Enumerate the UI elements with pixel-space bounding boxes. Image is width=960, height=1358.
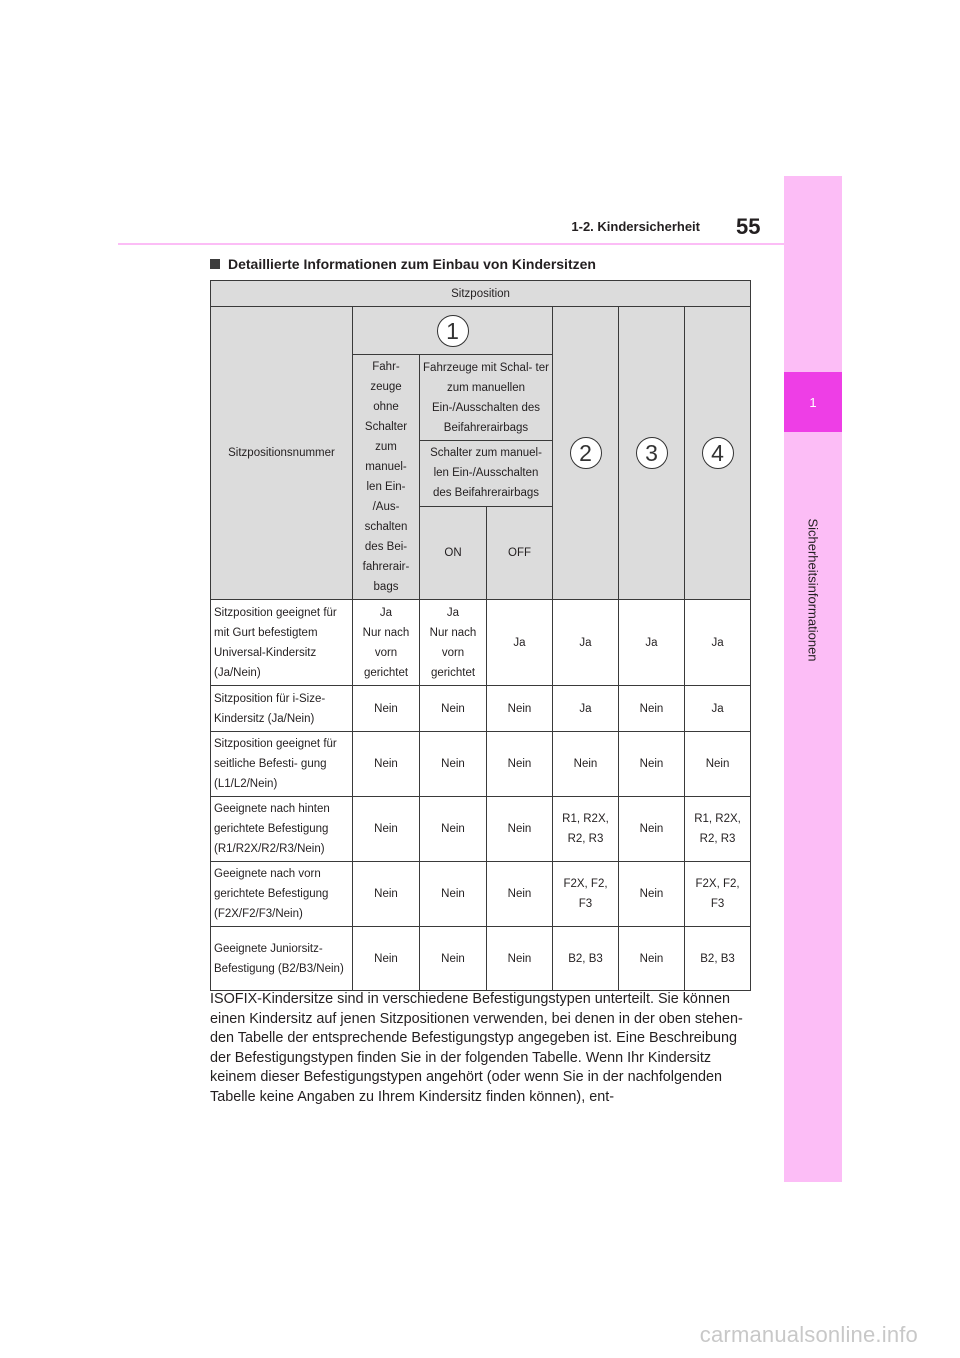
row-label: Sitzposition für i-Size- Kindersitz (Ja/Nein) [211,686,353,732]
table-cell [353,600,420,686]
table-cell: Ja [553,686,619,732]
table-row [211,600,751,686]
header-fahrzeuge-mit-schalter: Fahrzeuge mit Schal- ter zum manuellen Ein-/Ausschalten des Beifahrerairbags [420,355,553,441]
table-row [211,862,751,927]
table-cell: Nein [353,927,420,991]
table-cell: Nein [685,732,751,797]
seat-2-circle: 2 [570,437,602,469]
table-cell: Ja [553,600,619,686]
table-cell: Nein [420,862,487,927]
header-rule [118,243,784,245]
table-cell: Nein [420,732,487,797]
table-cell: B2, B3 [553,927,619,991]
table-cell: Nein [487,797,553,862]
table-cell: Nein [619,862,685,927]
table-cell [420,600,487,686]
watermark-logo[interactable]: carmanualsonline.info [699,1322,918,1347]
chapter-label-text: Sicherheitsinformationen [805,518,821,662]
header-seat-3 [619,307,685,600]
row-label: Geeignete Juniorsitz- Befestigung (B2/B3/Nein) [211,927,353,991]
cell-text: Ja [379,606,393,619]
table-cell: Nein [420,797,487,862]
header-fahrzeuge-ohne-schalter: Fahr- zeuge ohne Schalter zum manuel- len Ein- /Aus- schalten des Bei- fahrerair- bags [353,355,420,600]
table-cell: Nein [487,732,553,797]
header-seat-1 [353,307,553,355]
table-row [211,927,751,991]
table-cell: Nein [619,732,685,797]
side-chapter-tab [784,176,842,1182]
cell-text: Nur nach vorn gerichtet [362,626,410,679]
header-seat-2 [553,307,619,600]
table-row [211,797,751,862]
section-header: 1-2. Kindersicherheit [571,219,700,234]
table-cell: Nein [420,927,487,991]
table-cell: Nein [353,732,420,797]
table-cell: Nein [553,732,619,797]
header-seat-4 [685,307,751,600]
row-label: Sitzposition geeignet für mit Gurt befestigtem Universal-Kindersitz (Ja/Nein) [211,600,353,686]
header-off: OFF [487,506,553,599]
table-cell: Nein [487,686,553,732]
table-cell: Ja [487,600,553,686]
square-bullet-icon [210,259,220,269]
table-cell: Ja [619,600,685,686]
body-paragraph: ISOFIX-Kindersitze sind in verschiedene Befestigungstypen unterteilt. Sie können einen Kindersitz auf jenen Sitzpositionen verwenden, bei denen in der oben stehen- den Tabelle der entsprechende Befestigungstyp angegeben ist. Eine Beschreibung der Befestigungstypen finden Sie in der folgenden Tabelle. Wenn Ihr Kindersitz keinem dieser Befestigungstypen angehört (oder wenn Sie in der nachfolgenden Tabelle keine Angaben zu Ihrem Kindersitz finden können), ent- [210,991,743,1105]
table-cell: Nein [353,686,420,732]
seat-4-circle: 4 [702,437,734,469]
table-cell: R1, R2X, R2, R3 [553,797,619,862]
row-label: Sitzposition geeignet für seitliche Befesti- gung (L1/L2/Nein) [211,732,353,797]
table-cell: Ja [685,600,751,686]
chapter-number-badge: 1 [784,372,842,432]
row-label: Geeignete nach hinten gerichtete Befestigung (R1/R2X/R2/R3/Nein) [211,797,353,862]
table-cell: Nein [619,686,685,732]
seat-1-circle: 1 [437,315,469,347]
heading-text: Detaillierte Informationen zum Einbau von Kindersitzen [228,256,596,272]
table-cell: B2, B3 [685,927,751,991]
table-cell: Nein [353,862,420,927]
cell-text: Nur nach vorn gerichtet [429,626,477,679]
table-row [211,686,751,732]
cell-text: Ja [446,606,460,619]
table-cell: F2X, F2, F3 [685,862,751,927]
table-cell: Nein [619,927,685,991]
seat-position-table [210,280,751,991]
page-number: 55 [736,214,761,239]
table-cell: Nein [420,686,487,732]
section-heading [210,256,596,272]
table-cell: F2X, F2, F3 [553,862,619,927]
header-sitzpositionsnummer: Sitzpositionsnummer [211,307,353,600]
table-row [211,732,751,797]
table-cell: R1, R2X, R2, R3 [685,797,751,862]
table-cell: Nein [487,862,553,927]
table-cell: Nein [619,797,685,862]
header-schalter: Schalter zum manuel- len Ein-/Ausschalten des Beifahrerairbags [420,441,553,507]
table-cell: Ja [685,686,751,732]
table-cell: Nein [487,927,553,991]
header-on: ON [420,506,487,599]
table-cell: Nein [353,797,420,862]
row-label: Geeignete nach vorn gerichtete Befestigung (F2X/F2/F3/Nein) [211,862,353,927]
header-sitzposition: Sitzposition [211,281,751,307]
seat-3-circle: 3 [636,437,668,469]
